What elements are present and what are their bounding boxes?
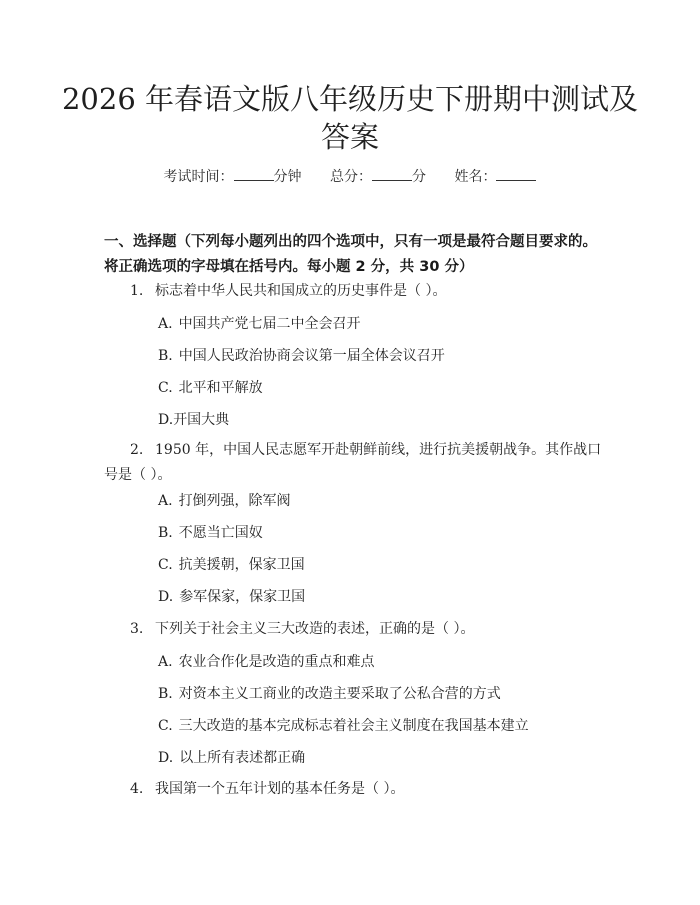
option-letter: B. — [158, 525, 173, 541]
option-letter: C. — [158, 380, 173, 396]
option-letter: B. — [158, 686, 173, 702]
option-text: 抗美援朝，保家卫国 — [178, 557, 305, 573]
option-text: 三大改造的基本完成标志着社会主义制度在我国基本建立 — [178, 718, 529, 734]
question-number: 4. — [130, 781, 144, 797]
score-field — [330, 166, 426, 186]
option-text: 中国共产党七届二中全会召开 — [178, 316, 361, 332]
score-label: 总分： — [330, 169, 372, 185]
time-field — [164, 166, 302, 186]
option-letter: A. — [158, 316, 173, 332]
question-3-option-b — [158, 684, 501, 704]
name-label: 姓名： — [454, 169, 497, 185]
question-1 — [104, 279, 604, 304]
option-letter: B. — [158, 348, 173, 364]
option-letter: D. — [158, 589, 174, 605]
question-3 — [104, 617, 604, 642]
question-3-option-d — [158, 748, 305, 768]
question-2-option-d — [158, 587, 305, 607]
option-letter: C. — [158, 557, 173, 573]
score-unit: 分 — [412, 169, 426, 185]
question-text: 标志着中华人民共和国成立的历史事件是（ ）。 — [155, 283, 447, 299]
option-letter: D. — [158, 750, 174, 766]
name-blank — [496, 168, 536, 181]
exam-meta — [0, 166, 700, 186]
question-1-option-b — [158, 346, 445, 366]
section-heading: 一、选择题（下列每小题列出的四个选项中，只有一项是最符合题目要求的。将正确选项的字母填在括号内。每小题 2 分，共 30 分） — [104, 234, 597, 275]
exam-title-line-2: 答案 — [320, 120, 379, 154]
time-label: 考试时间： — [163, 169, 234, 185]
question-text: 我国第一个五年计划的基本任务是（ ）。 — [155, 781, 405, 797]
question-number: 3. — [130, 621, 144, 637]
option-text: 参军保家，保家卫国 — [179, 589, 306, 605]
question-text: 1950 年，中国人民志愿军开赴朝鲜前线，进行抗美援朝战争。其作战口号是（ ）。 — [104, 442, 602, 483]
option-text: 打倒列强，除军阀 — [178, 493, 291, 509]
question-2-option-c — [158, 555, 305, 575]
question-1-option-c — [158, 378, 263, 398]
exam-title-line-1: 2026 年春语文版八年级历史下册期中测试及 — [61, 82, 639, 116]
question-2-option-b — [158, 523, 263, 543]
question-3-option-c — [158, 716, 529, 736]
question-number: 1. — [130, 283, 144, 299]
option-letter: A. — [158, 493, 173, 509]
score-blank — [372, 168, 412, 181]
question-3-option-a — [158, 652, 375, 672]
exam-title — [60, 80, 640, 156]
question-2 — [104, 438, 604, 488]
question-2-option-a — [158, 491, 291, 511]
question-text: 下列关于社会主义三大改造的表述，正确的是（ ）。 — [155, 621, 475, 637]
option-text: 农业合作化是改造的重点和难点 — [178, 654, 375, 670]
option-text: 以上所有表述都正确 — [179, 750, 306, 766]
time-blank — [234, 168, 274, 181]
option-letter: C. — [158, 718, 173, 734]
time-unit: 分钟 — [273, 169, 302, 185]
option-text: 中国人民政治协商会议第一届全体会议召开 — [178, 348, 445, 364]
option-text: 对资本主义工商业的改造主要采取了公私合营的方式 — [178, 686, 501, 702]
option-text: 北平和平解放 — [178, 380, 263, 396]
question-number: 2. — [130, 442, 144, 458]
question-1-option-d — [158, 410, 229, 430]
option-text: 不愿当亡国奴 — [178, 525, 263, 541]
name-field — [454, 166, 536, 186]
option-letter: D. — [158, 412, 174, 428]
question-4 — [104, 777, 604, 802]
question-1-option-a — [158, 314, 361, 334]
option-letter: A. — [158, 654, 173, 670]
option-text: 开国大典 — [173, 412, 230, 428]
